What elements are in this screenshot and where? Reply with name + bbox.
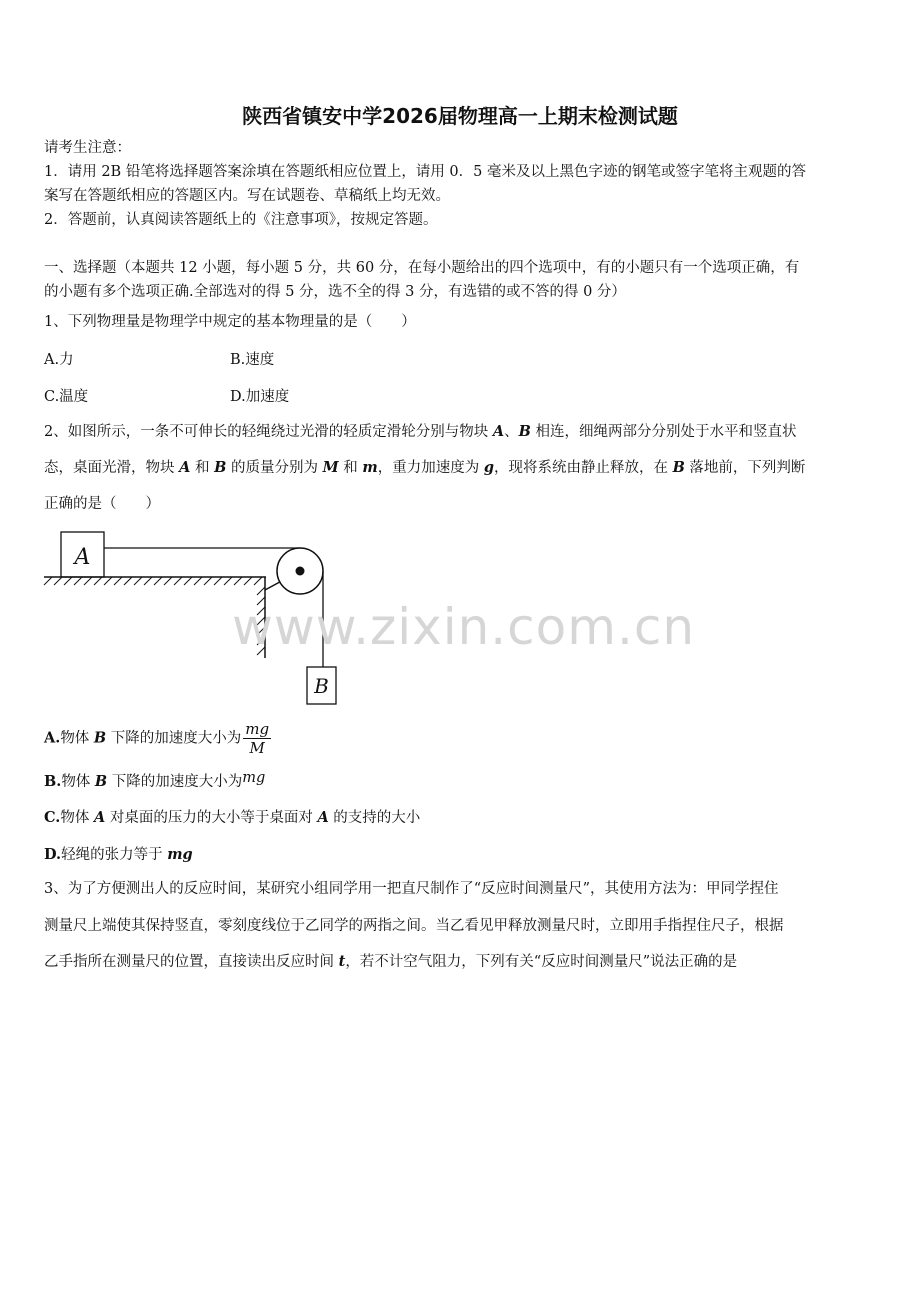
var-a: A xyxy=(317,809,329,826)
option-d-prefix: D. xyxy=(44,846,62,863)
section-1-instructions-line-2: 的小题有多个选项正确.全部选对的得 5 分，选不全的得 3 分，有选错的或不答的得 0 分） xyxy=(44,284,626,300)
question-2-stem-line-2 xyxy=(44,456,879,480)
option-c-prefix: C. xyxy=(44,809,61,826)
q2-text: 和 xyxy=(190,460,215,476)
q2-text: 相连，细绳两部分分别处于水平和竖直状 xyxy=(530,424,797,440)
option-b-prefix: B. xyxy=(44,773,62,790)
option-text: 物体 xyxy=(60,730,94,747)
option-text: 对桌面的压力的大小等于桌面对 xyxy=(105,810,318,826)
fraction-mg-over-m xyxy=(243,720,271,757)
question-2-option-a xyxy=(44,720,271,757)
var-b: B xyxy=(214,459,227,476)
var-b: B xyxy=(518,423,531,440)
option-text: 下降的加速度大小为 xyxy=(107,774,243,790)
pulley-axle xyxy=(296,567,305,576)
question-1-stem: 1、下列物理量是物理学中规定的基本物理量的是（ ） xyxy=(44,314,416,330)
option-text: 的支持的大小 xyxy=(328,810,421,826)
option-text: 物体 xyxy=(60,810,94,826)
option-text: 轻绳的张力等于 xyxy=(61,847,168,863)
q3-text: 乙手指所在测量尺的位置，直接读出反应时间 xyxy=(44,954,339,970)
q2-text: ，现将系统由静止释放，在 xyxy=(493,460,673,476)
value-mg: mg xyxy=(242,770,266,786)
option-a-prefix: A. xyxy=(44,729,61,747)
question-2-option-b xyxy=(44,770,265,791)
q2-text: 态，桌面光滑，物块 xyxy=(44,460,180,476)
page-title: 陕西省镇安中学2026届物理高一上期末检测试题 xyxy=(242,104,678,128)
question-2-option-d xyxy=(44,843,193,864)
var-a: A xyxy=(492,423,505,440)
var-a: A xyxy=(93,809,106,826)
question-2-stem-line-3: 正确的是（ ） xyxy=(44,496,160,512)
notice-item-2: 2．答题前，认真阅读答题纸上的《注意事项》，按规定答题。 xyxy=(44,212,438,228)
fraction-numerator: mg xyxy=(245,720,270,738)
q3-text: ，若不计空气阻力，下列有关“反应时间测量尺”说法正确的是 xyxy=(345,954,738,970)
var-b: B xyxy=(672,459,685,476)
q2-text: 和 xyxy=(338,460,363,476)
q2-text: ，重力加速度为 xyxy=(377,460,484,476)
q2-text: 的质量分别为 xyxy=(226,460,323,476)
notice-item-1-line-2: 案写在答题纸相应的答题区内。写在试题卷、草稿纸上均无效。 xyxy=(44,188,450,204)
var-t: t xyxy=(338,953,346,970)
var-b: B xyxy=(93,729,107,747)
block-b-label: B xyxy=(314,674,329,698)
var-a: A xyxy=(179,459,191,476)
question-3-stem-line-3 xyxy=(44,950,879,974)
question-2-stem-line-1 xyxy=(44,420,879,444)
block-a-label: A xyxy=(74,545,91,570)
var-big-m: M xyxy=(322,459,339,476)
q2-text: 、 xyxy=(504,424,519,440)
notice-heading: 请考生注意： xyxy=(44,140,131,156)
var-small-m: m xyxy=(362,459,378,476)
option-text: 下降的加速度大小为 xyxy=(106,730,242,747)
question-2-option-c xyxy=(44,806,420,827)
var-b: B xyxy=(94,773,108,790)
var-g: g xyxy=(483,459,494,476)
option-text: 物体 xyxy=(61,774,95,790)
question-1-option-b: B.速度 xyxy=(230,352,275,368)
value-mg: mg xyxy=(167,846,193,863)
q2-text: 落地前，下列判断 xyxy=(684,460,806,476)
question-1-option-c: C.温度 xyxy=(44,389,89,405)
notice-item-1-line-1: 1．请用 2B 铅笔将选择题答案涂填在答题纸相应位置上，请用 0．5 毫米及以上黑色字迹的钢笔或签字笔将主观题的答 xyxy=(44,164,806,180)
section-1-instructions-line-1: 一、选择题（本题共 12 小题，每小题 5 分，共 60 分，在每小题给出的四个选项中，有的小题只有一个选项正确，有 xyxy=(44,260,800,276)
question-1-option-d: D.加速度 xyxy=(230,389,290,405)
q2-text: 2、如图所示，一条不可伸长的轻绳绕过光滑的轻质定滑轮分别与物块 xyxy=(44,424,493,440)
fraction-denominator: M xyxy=(249,739,265,757)
question-3-stem-line-1: 3、为了方便测出人的反应时间，某研究小组同学用一把直尺制作了“反应时间测量尺”，其使用方法为：甲同学捏住 xyxy=(44,881,779,897)
question-3-stem-line-2: 测量尺上端使其保持竖直，零刻度线位于乙同学的两指之间。当乙看见甲释放测量尺时，立即用手指捏住尺子，根据 xyxy=(44,918,784,934)
question-1-option-a: A.力 xyxy=(44,352,74,368)
watermark: www.zixin.com.cn xyxy=(232,598,696,656)
